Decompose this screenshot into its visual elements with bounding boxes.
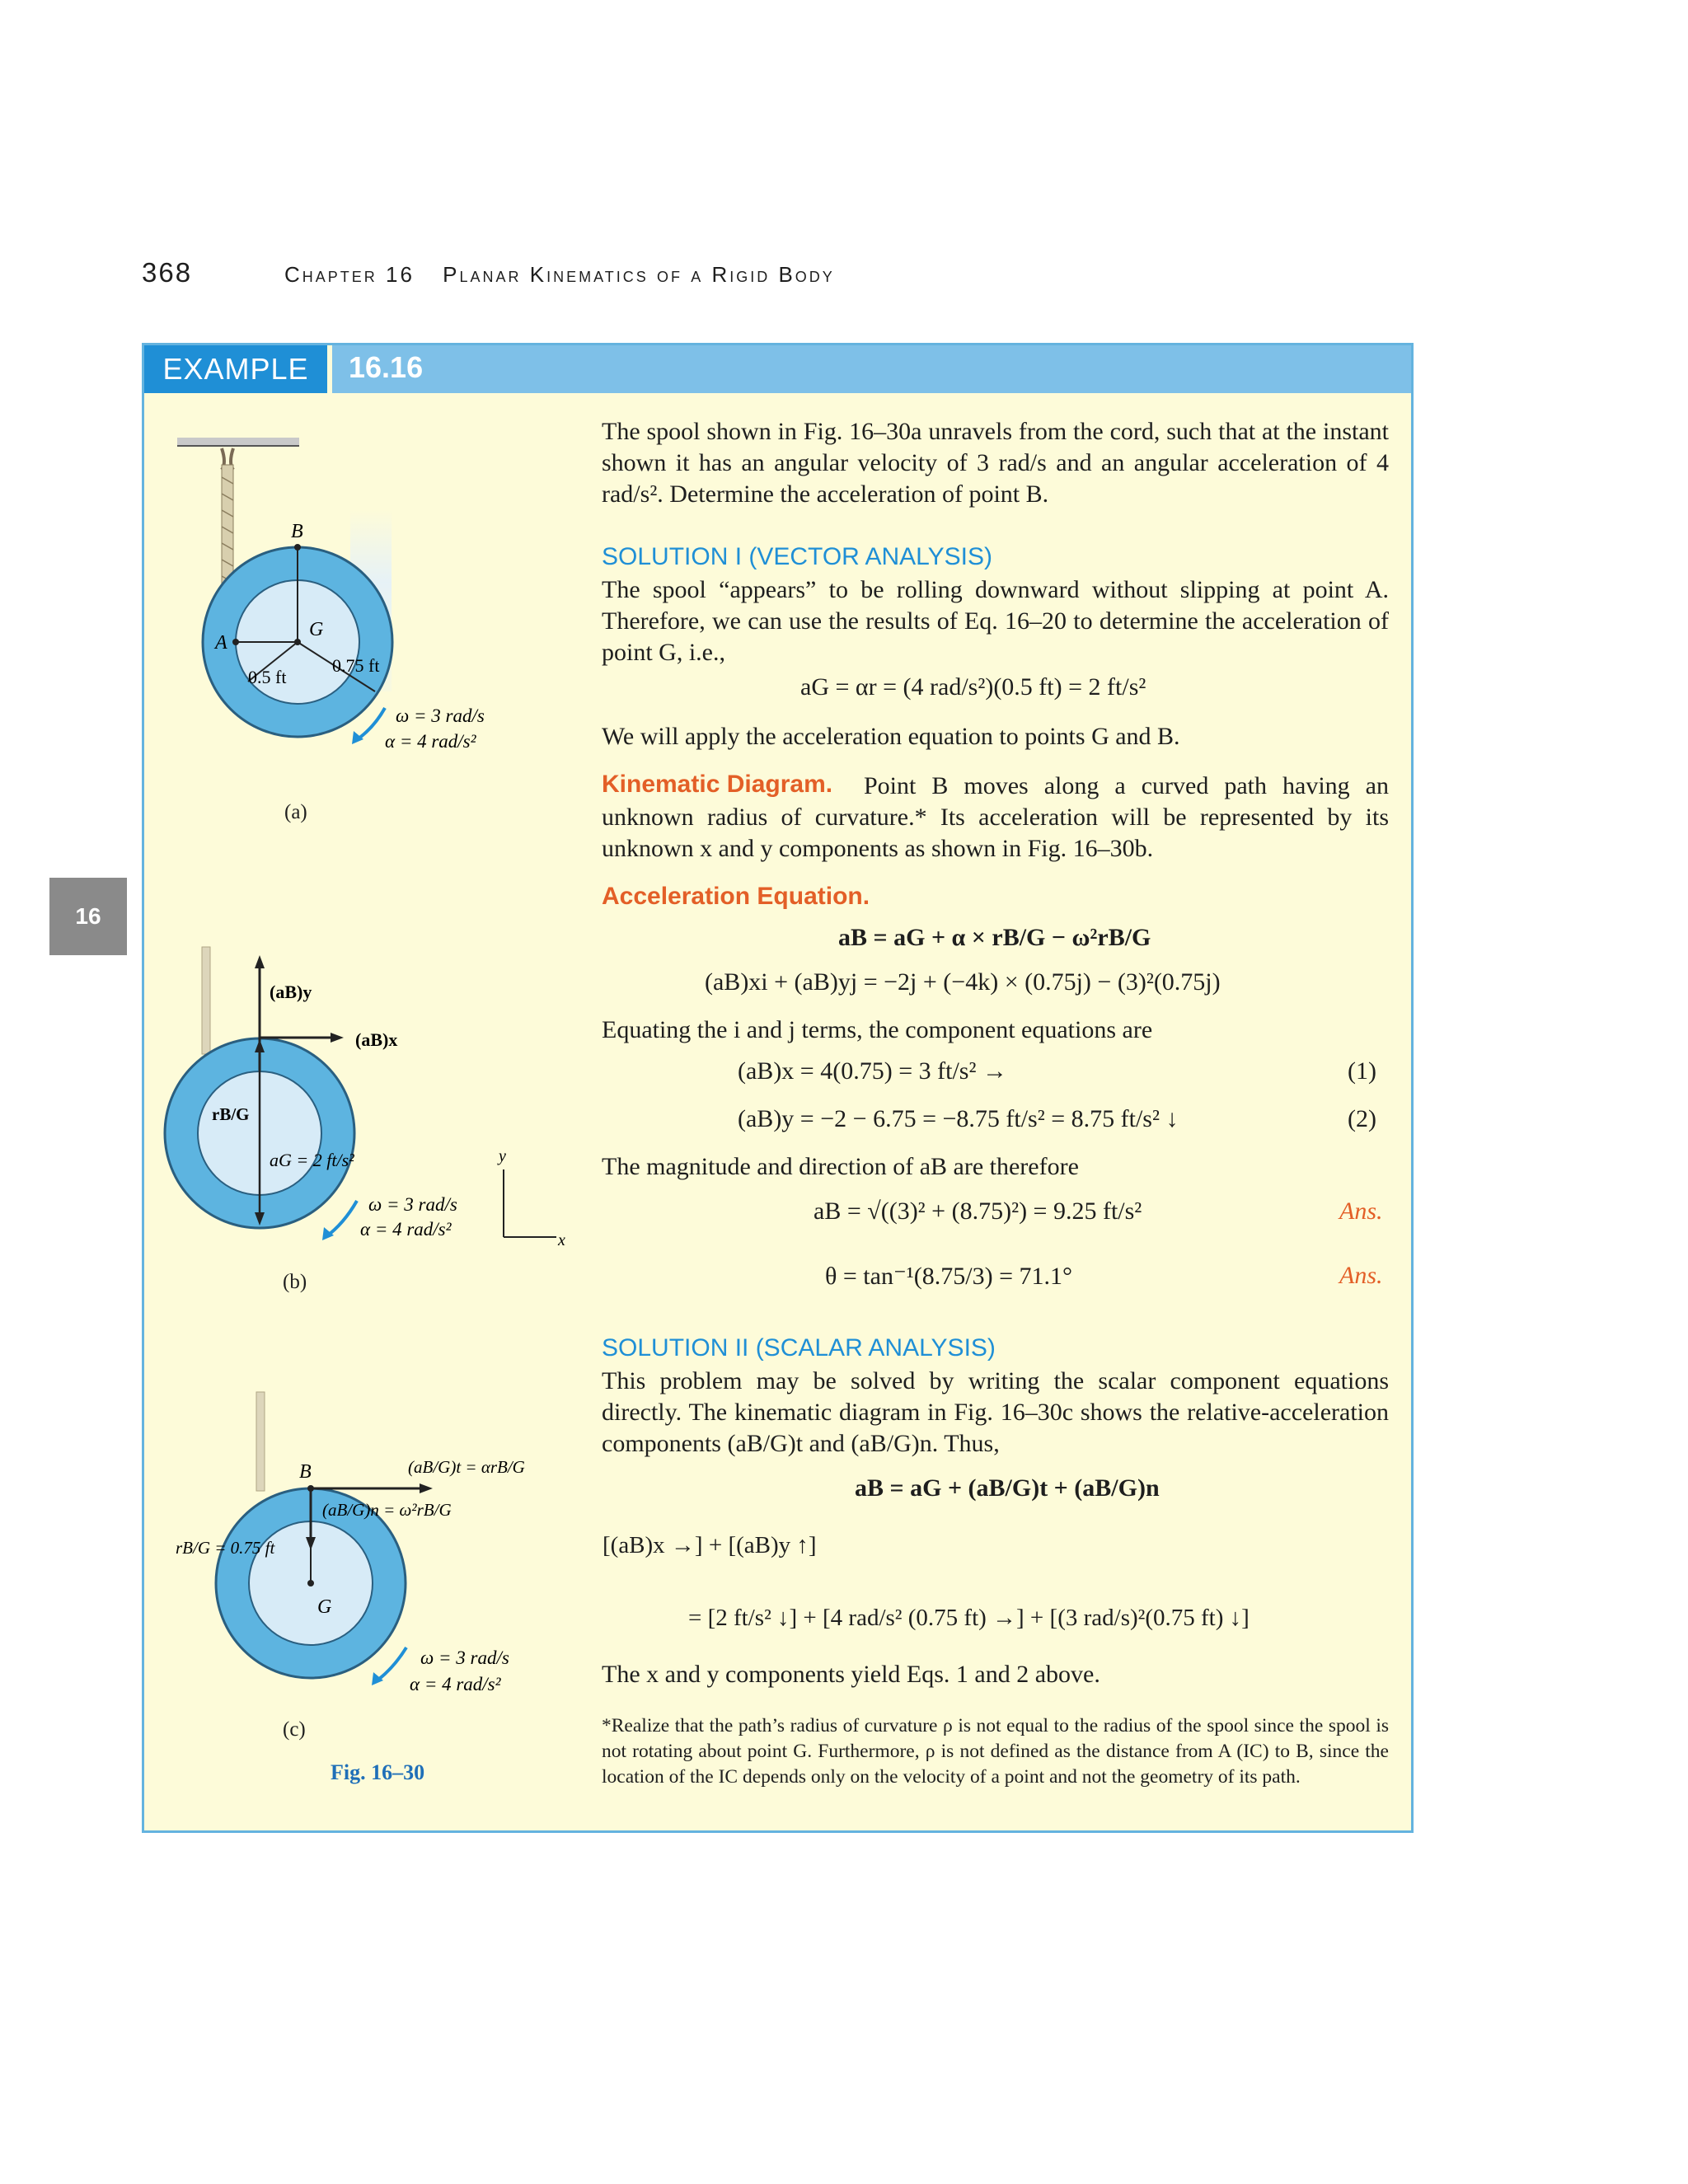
label-outer-radius: 0.75 ft [332, 655, 380, 676]
matrix-row-2: = [2 ft/s² ↓] + [4 rad/s² (0.75 ft) →] + [(3 rad/s)²(0.75 ft) ↓] [688, 1605, 1250, 1631]
running-header [284, 262, 855, 288]
label-aBy: (aB)y [270, 982, 312, 1002]
label-A: A [215, 632, 227, 654]
label-omega: ω = 3 rad/s [420, 1647, 509, 1668]
page-number: 368 [142, 257, 193, 288]
label-B: B [291, 521, 303, 542]
example-box [142, 343, 1414, 1833]
equating-text: Equating the i and j terms, the component equations are [602, 1016, 1153, 1043]
x-axis-label: x [558, 1231, 565, 1249]
chapter-label: Chapter 16 [284, 262, 415, 287]
equation-magnitude: aB = √((3)² + (8.75)²) = 9.25 ft/s² [814, 1197, 1142, 1225]
example-label: EXAMPLE [144, 345, 327, 393]
solution-1-paragraph: The spool “appears” to be rolling downward without slipping at point A. Therefore, we can use the results of Eq. 16–20 to determine the acceleration of point G, i.e., [602, 576, 1389, 666]
label-rBG: rB/G [212, 1104, 250, 1124]
label-alpha: α = 4 rad/s² [360, 1219, 452, 1240]
equation-1-number: (1) [1348, 1057, 1376, 1085]
equation-aG: aG = αr = (4 rad/s²)(0.5 ft) = 2 ft/s² [800, 673, 1146, 701]
label-omega: ω = 3 rad/s [368, 1194, 457, 1215]
label-omega: ω = 3 rad/s [396, 705, 485, 726]
label-aG: aG = 2 ft/s² [270, 1150, 354, 1170]
chapter-title: Planar Kinematics of a Rigid Body [443, 262, 835, 287]
rotation-arrow [375, 1647, 406, 1682]
equation-1: (aB)x = 4(0.75) = 3 ft/s² → [738, 1057, 1007, 1085]
magnitude-text: The magnitude and direction of aB are therefore [602, 1153, 1079, 1180]
equation-vector: aB = aG + α × rB/G − ω²rB/G [838, 924, 1151, 951]
figure-b [152, 939, 581, 1285]
equation-theta: θ = tan⁻¹(8.75/3) = 71.1° [825, 1263, 1072, 1290]
cord [202, 947, 210, 1054]
intro-paragraph: The spool shown in Fig. 16–30a unravels from the cord, such that at the instant shown it has an angular velocity of 3 rad/s and an angular acceleration of 4 rad/s². Determine the acceleration of point B. [602, 418, 1389, 508]
title-divider [327, 345, 332, 393]
label-aBx: (aB)x [355, 1029, 398, 1050]
answer-magnitude: Ans. [1339, 1197, 1383, 1225]
label-alpha: α = 4 rad/s² [385, 731, 476, 752]
example-number: 16.16 [349, 350, 424, 384]
rotation-arrow [326, 1201, 357, 1237]
figure-c [152, 1384, 581, 1697]
equation-relative: aB = aG + (aB/G)t + (aB/G)n [855, 1474, 1160, 1502]
solution-1-heading: SOLUTION I (VECTOR ANALYSIS) [602, 543, 992, 570]
label-G: G [317, 1596, 332, 1618]
label-aBGt: (aB/G)t = αrB/G [408, 1457, 525, 1477]
solution-1-paragraph-2: We will apply the acceleration equation to points G and B. [602, 723, 1180, 750]
label-aBGn: (aB/G)n = ω²rB/G [322, 1500, 452, 1520]
equation-vector-expanded: (aB)xi + (aB)yj = −2j + (−4k) × (0.75j) − (3)²(0.75j) [705, 968, 1221, 996]
figure-label: Fig. 16–30 [331, 1760, 425, 1784]
answer-theta: Ans. [1339, 1262, 1383, 1289]
figure-a [169, 403, 565, 782]
caption-c: (c) [283, 1718, 306, 1741]
caption-a: (a) [284, 801, 307, 823]
label-inner-radius: 0.5 ft [248, 667, 287, 687]
footnote: *Realize that the path’s radius of curvature ρ is not equal to the radius of the spool since the spool is not rotating about point G. Furthermore, ρ is not defined as the distance from A (IC) to B, since the location of the IC depends only on the velocity of a point and not the geometry of its path. [602, 1715, 1389, 1788]
matrix-row-1: [(aB)x →] + [(aB)y ↑] [603, 1532, 817, 1558]
solution-2-paragraph: This problem may be solved by writing the scalar component equations directly. The kinematic diagram in Fig. 16–30c shows the relative-acceleration components (aB/G)t and (aB/G)n. Thus, [602, 1367, 1389, 1457]
label-G: G [309, 619, 324, 640]
acceleration-equation-heading: Acceleration Equation. [602, 883, 870, 910]
ceiling [177, 438, 299, 446]
label-B: B [299, 1461, 312, 1483]
kinematic-diagram-heading: Kinematic Diagram. [602, 771, 833, 798]
equation-2: (aB)y = −2 − 6.75 = −8.75 ft/s² = 8.75 ft/s² ↓ [738, 1105, 1179, 1132]
y-axis-label: y [499, 1147, 506, 1165]
cord [256, 1392, 265, 1491]
caption-b: (b) [283, 1271, 307, 1293]
equation-2-number: (2) [1348, 1105, 1376, 1132]
example-title-bar [144, 345, 1411, 393]
label-rBG: rB/G = 0.75 ft [176, 1538, 275, 1558]
chapter-thumb-tab: 16 [49, 878, 127, 955]
label-alpha: α = 4 rad/s² [410, 1674, 501, 1694]
solution-2-conclusion: The x and y components yield Eqs. 1 and 2 above. [602, 1661, 1100, 1688]
kinematic-diagram-paragraph: Point B moves along a curved path having an unknown radius of curvature.* Its acceleration will be represented by its unknown x and y components as shown in Fig. 16–30b. [602, 772, 1389, 862]
solution-2-heading: SOLUTION II (SCALAR ANALYSIS) [602, 1334, 996, 1361]
